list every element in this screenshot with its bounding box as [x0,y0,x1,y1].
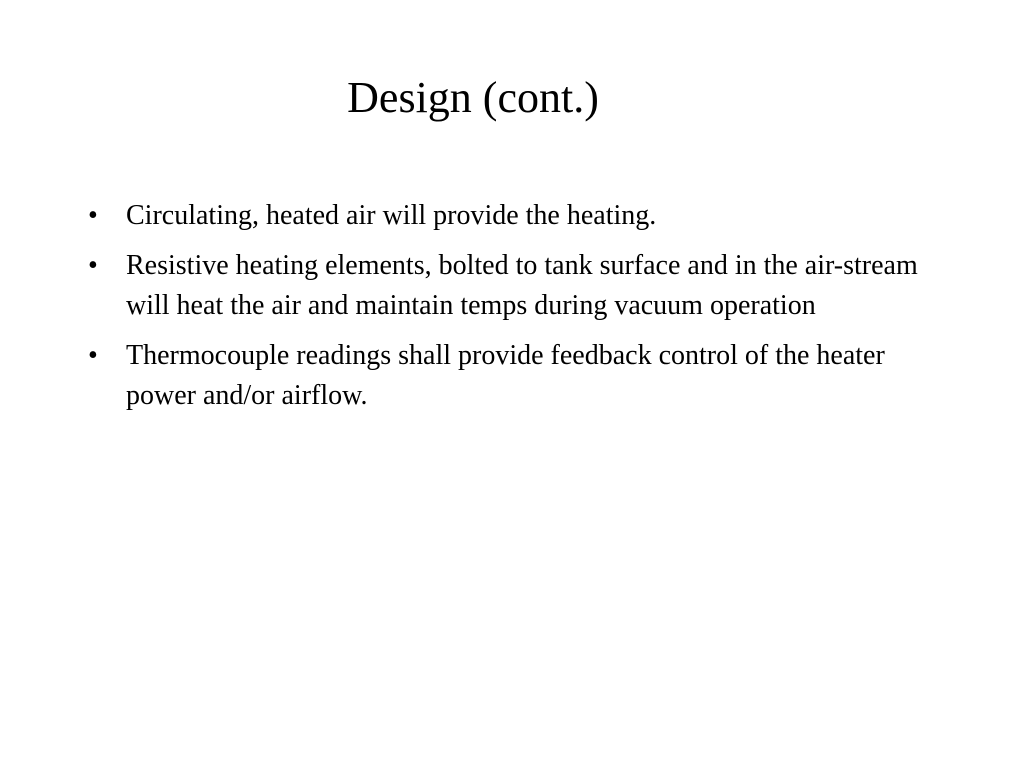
bullet-icon: • [88,250,98,281]
bullet-icon: • [88,340,98,371]
bullet-icon: • [88,200,98,231]
bullet-item [88,196,924,236]
slide-title: Design (cont.) [347,73,599,122]
bullet-text: Circulating, heated air will provide the heating. [126,200,657,231]
bullet-text: Thermocouple readings shall provide feedback control of the heater power and/or airflow. [126,340,885,411]
bullet-item [88,336,924,416]
bullet-text: Resistive heating elements, bolted to tank surface and in the air-stream will heat the air and maintain temps during vacuum operation [126,250,918,321]
bullet-list [88,196,924,426]
bullet-item [88,246,924,326]
